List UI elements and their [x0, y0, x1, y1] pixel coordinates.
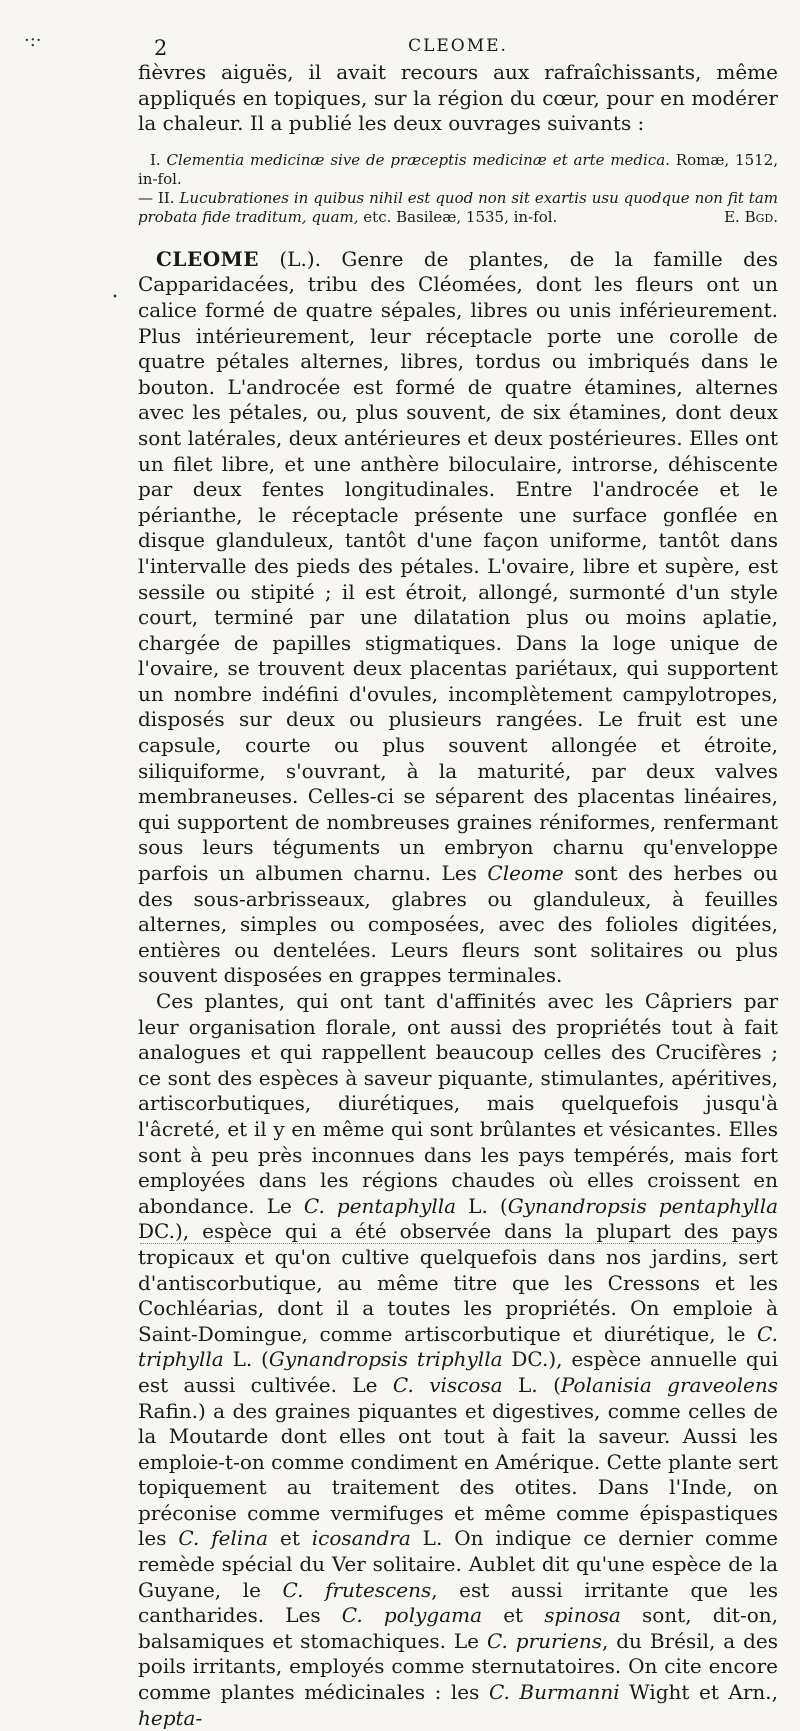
species-name: C. frutescens [282, 1577, 432, 1602]
entry-paragraph-2 [138, 989, 778, 1731]
reference-2-rest: etc. Basileæ, 1535, in-fol. [358, 207, 558, 226]
entry-text: DC.), espèce annuelle qui est aussi cultivée. Le [138, 1347, 778, 1397]
margin-bullet: • [112, 292, 118, 303]
entry-text: Rafin.) a des graines piquantes et digestives, comme celles de la Moutarde dont elles ont tout à fait la saveur. Aussi les emploie-t-on comme condiment en Amérique. Cette plante sert topiquement au traitement des otites. Dans l'Inde, on préconise comme vermifuges et même comme épispastiques les [138, 1398, 778, 1551]
species-name: C. polygama [341, 1603, 483, 1628]
species-name: C. viscosa [392, 1372, 503, 1397]
species-name: C. pentaphylla [303, 1193, 457, 1218]
reference-2-lead: — II. [138, 188, 180, 207]
margin-mark: ·:· [24, 30, 42, 51]
entry-text: et [268, 1526, 312, 1551]
entry-text: L. ( [223, 1347, 269, 1372]
species-name: C. felina [178, 1526, 269, 1551]
entry-italic: Cleome [487, 861, 564, 886]
references [138, 151, 778, 227]
running-title: CLEOME. [408, 36, 508, 56]
species-name: Gynandropsis pentaphylla [507, 1193, 779, 1218]
species-name: spinosa [544, 1603, 621, 1628]
entry-text: Wight et Arn., [619, 1680, 778, 1705]
page [138, 30, 778, 1731]
reference-2 [138, 189, 778, 227]
continuation-paragraph: fièvres aiguës, il avait recours aux rafraîchissants, même appliqués en topiques, sur la région du cœur, pour en modérer la chaleur. Il a publié les deux ouvrages suivants : [138, 60, 778, 136]
body-text [138, 60, 778, 1731]
entry-text: DC.), espèce qui a été observée dans la plupart des pays tropicaux et qu'on cultive quelquefois dans nos jardins, sert d'antiscorbutique, au même titre que les Cressons et les Cochléarias, dont il a toutes les propriétés. On emploie à Saint-Domingue, comme artiscorbutique et diurétique, le [138, 1219, 778, 1346]
headword: CLEOME [156, 246, 260, 271]
footer-rule [140, 1243, 760, 1244]
entry-text: L. ( [456, 1193, 508, 1218]
species-name: hepta- [138, 1705, 203, 1730]
species-name: C. triphylla [138, 1321, 778, 1372]
species-name: C. pruriens [486, 1628, 602, 1653]
species-name: icosandra [311, 1526, 411, 1551]
running-head [138, 30, 778, 60]
entry-cleome [138, 247, 778, 1731]
reference-2-title: Lucubrationes in quibus nihil est quod non sit exartis usu quodque non fit tam probata fide traditum, quam, [138, 188, 778, 226]
species-name: Gynandropsis triphylla [268, 1347, 503, 1372]
entry-paragraph-1 [138, 247, 778, 989]
entry-text: Ces plantes, qui ont tant d'affinités avec les Câpriers par leur organisation florale, ont aussi des propriétés tout à fait analogues et qui rappellent beaucoup celles des Crucifères ; ce sont des espèces à saveur piquante, stimulantes, apéritives, artiscorbutiques, diurétiques, mais quelquefois jusqu'à l'âcreté, et il y en même qui sont brûlantes et vésicantes. Elles sont à peu près inconnues dans les pays tempérés, mais fort employées dans les régions chaudes où elles croissent en abondance. Le [138, 989, 778, 1218]
entry-text: L. ( [502, 1372, 561, 1397]
entry-text: , du Brésil, a des poils irritants, employés comme sternutatoires. On cite encore comme plantes médicinales : les [138, 1628, 778, 1705]
entry-text: sont des herbes ou des sous-arbrisseaux, glabres ou glanduleux, à feuilles alternes, simples ou composées, avec des folioles digitées, entières ou dentelées. Leurs fleurs sont solitaires ou plus souvent disposées en grappes terminales. [138, 861, 778, 988]
reference-1-rest: Romæ, 1512, in-fol. [138, 150, 778, 188]
entry-text: et [482, 1603, 545, 1628]
species-name: C. Burmanni [488, 1680, 620, 1705]
entry-text: L. On indique ce dernier comme remède spécial du Ver solitaire. Aublet dit qu'une espèce de la Guyane, le [138, 1526, 779, 1602]
entry-text: , est aussi irritante que les cantharides. Les [138, 1577, 778, 1628]
entry-text: (L.). Genre de plantes, de la famille des Capparidacées, tribu des Cléomées, dont les fleurs ont un calice formé de quatre sépales, libres ou unis inférieurement. Plus intérieurement, leur réceptacle porte une corolle de quatre pétales alternes, libres, tordus ou imbriqués dans le bouton. L'androcée est formé de quatre étamines, alternes avec les pétales, ou, plus souvent, de six étamines, dont deux sont latérales, deux antérieures et deux postérieures. Elles ont un filet libre, et une anthère biloculaire, introrse, déhiscente par deux fentes longitudinales. Entre l'androcée et le périanthe, le réceptacle présente une surface gonflée en disque glanduleux, tantôt d'une façon uniforme, tantôt dans l'intervalle des pieds des pétales. L'ovaire, libre et supère, est sessile ou stipité ; il est étroit, allongé, surmonté d'un style court, terminé par une dilatation plus ou moins aplatie, chargée de papilles stigmatiques. Dans la loge unique de l'ovaire, se trouvent deux placentas pariétaux, qui supportent un nombre indéfini d'ovules, incomplètement campylotropes, disposés sur deux ou plusieurs rangées. Le fruit est une capsule, courte ou plus souvent allongée et étroite, siliquiforme, s'ouvrant, à la maturité, par deux valves membraneuses. Celles-ci se séparent des placentas linéaires, qui supportent de nombreuses graines réniformes, renfermant sous leurs téguments un embryon charnu qu'enveloppe parfois un albumen charnu. Les [138, 246, 778, 886]
page-number: 2 [154, 36, 168, 60]
reference-1-title: Clementia medicinæ sive de præceptis medicinæ et arte medica. [166, 150, 670, 169]
reference-1 [138, 151, 778, 189]
reference-1-lead: I. [150, 150, 167, 169]
species-name: Polanisia graveolens [560, 1372, 778, 1397]
entry-text: sont, dit-on, balsamiques et stomachiques. Le [138, 1603, 778, 1653]
author-signature: E. Bgd. [724, 207, 778, 226]
